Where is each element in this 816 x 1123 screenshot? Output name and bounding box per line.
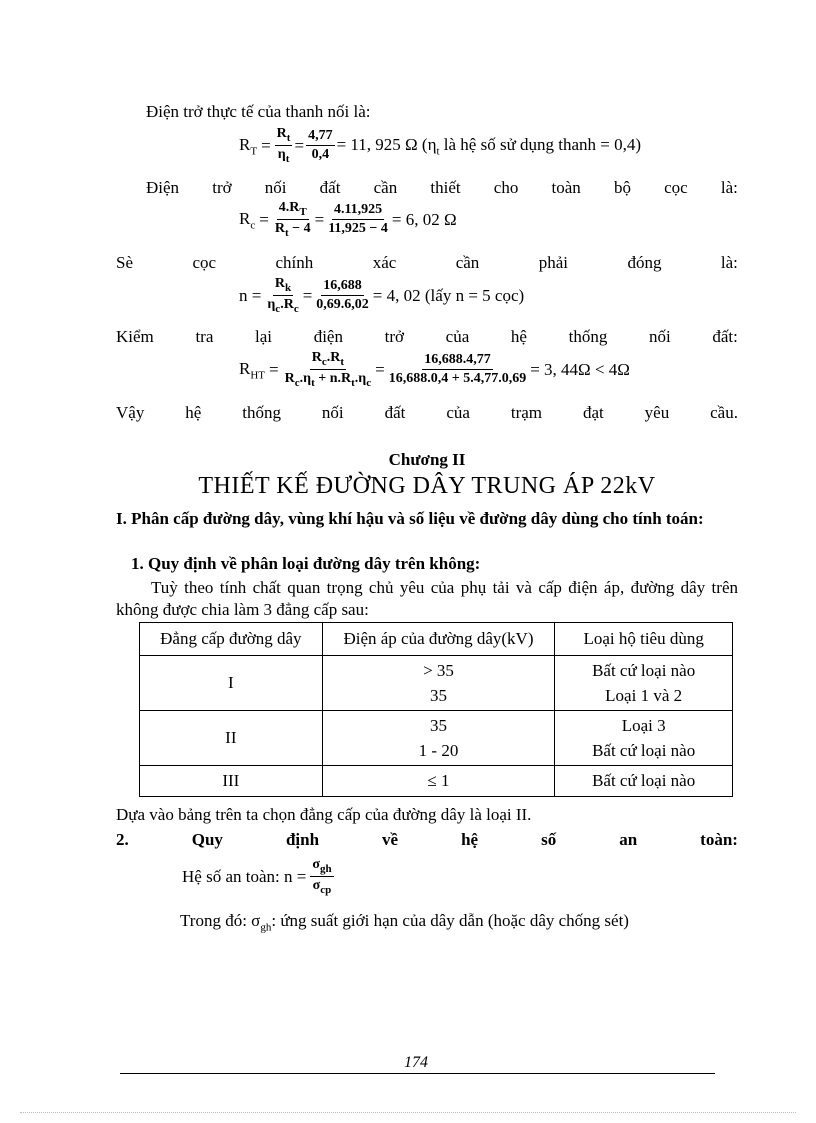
word: của — [446, 403, 470, 422]
word: Kiểm — [116, 327, 154, 346]
word: hệ — [461, 830, 479, 849]
page-edge-dots — [20, 1112, 796, 1113]
paragraph: Tuỳ theo tính chất quan trọng chủ yêu của phụ tải và cấp điện áp, đường dây trên không được chia làm 3 đẳng cấp sau: — [116, 578, 738, 619]
word: đất — [384, 403, 406, 422]
word: thống — [568, 327, 608, 346]
word: là: — [720, 178, 738, 197]
word: về — [382, 830, 399, 849]
fraction: $\frac{R_c.R_t}{R_c.\eta_t + n.R_t.\eta_c}$ — [284, 350, 372, 390]
grade-table — [139, 622, 733, 797]
word: phải — [538, 253, 569, 272]
word: hệ — [185, 403, 202, 422]
fraction: $\frac{4,77}{0,4}$ — [308, 128, 333, 163]
text-line-justified — [116, 327, 738, 347]
text-line-justified — [116, 403, 738, 423]
fraction: $\frac{4.R_T}{R_t - 4}$ — [274, 200, 311, 240]
equation-rc: $R_c$ = $\frac{4.R_T}{R_t - 4}$ = $\frac{4.11,925}{11,925 - 4}$ = 6, 02 Ω — [239, 200, 457, 240]
word: bộ — [613, 178, 631, 197]
word: Sè — [116, 253, 133, 272]
subsection-heading-justified — [116, 830, 738, 850]
word: của — [445, 327, 470, 346]
word: nối — [264, 178, 287, 197]
footer-rule — [120, 1073, 715, 1074]
word: cần — [373, 178, 398, 197]
word: cho — [493, 178, 519, 197]
fraction: $\frac{16,688.4,77}{16,688.0,4 + 5.4,77.0,69}$ — [388, 352, 527, 387]
word: đất — [319, 178, 341, 197]
table-row: II 35 1 - 20 Loại 3 Bất cứ loại nào — [140, 711, 733, 766]
fraction: $\frac{R_k}{\eta_c.R_c}$ — [267, 276, 299, 316]
word: lại — [255, 327, 273, 346]
word: số — [541, 830, 557, 849]
table-row: III ≤ 1 Bất cứ loại nào — [140, 766, 733, 797]
table-header: Điện áp của đường dây(kV) — [322, 623, 555, 656]
text-line: Điện trở thực tế của thanh nối là: — [146, 102, 371, 121]
word: nối — [649, 327, 671, 346]
word: đất: — [712, 327, 738, 346]
word: trở — [384, 327, 404, 346]
word: 2. — [116, 830, 129, 849]
word: Vậy — [116, 403, 145, 422]
fraction: $\frac{4.11,925}{11,925 - 4}$ — [328, 202, 388, 237]
word: trạm — [510, 403, 542, 422]
word: Quy — [191, 830, 223, 849]
word: yêu — [644, 403, 670, 422]
subsection-heading: 1. Quy định về phân loại đường dây trên không: — [131, 554, 481, 573]
text-line: Trong đó: $\sigma_{gh}$: ứng suất giới hạn của dây dẫn (hoặc dây chống sét) — [180, 911, 629, 934]
equation-rt: $R_T$ = $\frac{R_t}{\eta_t}$ = $\frac{4,77}{0,4}$ = 11, 925 Ω ($\eta_t$ là hệ số sử dụng thanh = 0,4) — [239, 126, 642, 166]
word: thống — [242, 403, 281, 422]
page-number: 174 — [404, 1054, 428, 1071]
fraction: $\frac{R_t}{\eta_t}$ — [276, 126, 291, 166]
chapter-label: Chương II — [388, 450, 466, 469]
word: an — [619, 830, 638, 849]
table-header: Đẳng cấp đường dây — [140, 623, 323, 656]
word: đóng — [627, 253, 662, 272]
word: trở — [212, 178, 232, 197]
word: là: — [720, 253, 738, 272]
equation-n: n = $\frac{R_k}{\eta_c.R_c}$ = $\frac{16,688}{0,69.6,02}$ = 4, 02 (lấy n = 5 cọc) — [239, 276, 525, 316]
chapter-title: THIẾT KẾ ĐƯỜNG DÂY TRUNG ÁP 22kV — [198, 473, 656, 499]
fraction: $\frac{\sigma_{gh}}{\sigma_{cp}}$ — [312, 857, 332, 897]
word: nối — [321, 403, 344, 422]
word: cần — [455, 253, 480, 272]
word: toàn — [551, 178, 581, 197]
word: xác — [372, 253, 397, 272]
word: định — [285, 830, 320, 849]
equation-safety: Hệ số an toàn: n = $\frac{\sigma_{gh}}{\sigma_{cp}}$ — [182, 857, 332, 897]
word: hệ — [510, 327, 527, 346]
word: chính — [275, 253, 314, 272]
table-header: Loại hộ tiêu dùng — [555, 623, 733, 656]
text-line: Dựa vào bảng trên ta chọn đẳng cấp của đường dây là loại II. — [116, 805, 532, 824]
word: tra — [195, 327, 214, 346]
text-line-justified — [146, 178, 738, 198]
table-row: I > 35 35 Bất cứ loại nào Loại 1 và 2 — [140, 656, 733, 711]
text-line-justified — [116, 253, 738, 273]
word: thiết — [430, 178, 461, 197]
word: điện — [313, 327, 343, 346]
word: cọc — [192, 253, 217, 272]
word: cọc — [664, 178, 688, 197]
fraction: $\frac{16,688}{0,69.6,02}$ — [316, 278, 369, 313]
word: cầu. — [710, 403, 738, 422]
equation-rht: $R_{HT}$ = $\frac{R_c.R_t}{R_c.\eta_t + n.R_t.\eta_c}$ = $\frac{16,688.4,77}{16,688.0,4 + 5.4,77.0,69}$ = 3, 44Ω < 4Ω — [239, 350, 630, 390]
section-heading: I. Phân cấp đường dây, vùng khí hậu và số liệu về đường dây dùng cho tính toán: — [116, 509, 704, 528]
word: đạt — [582, 403, 604, 422]
word: Điện — [146, 178, 180, 197]
word: toàn: — [700, 830, 738, 849]
